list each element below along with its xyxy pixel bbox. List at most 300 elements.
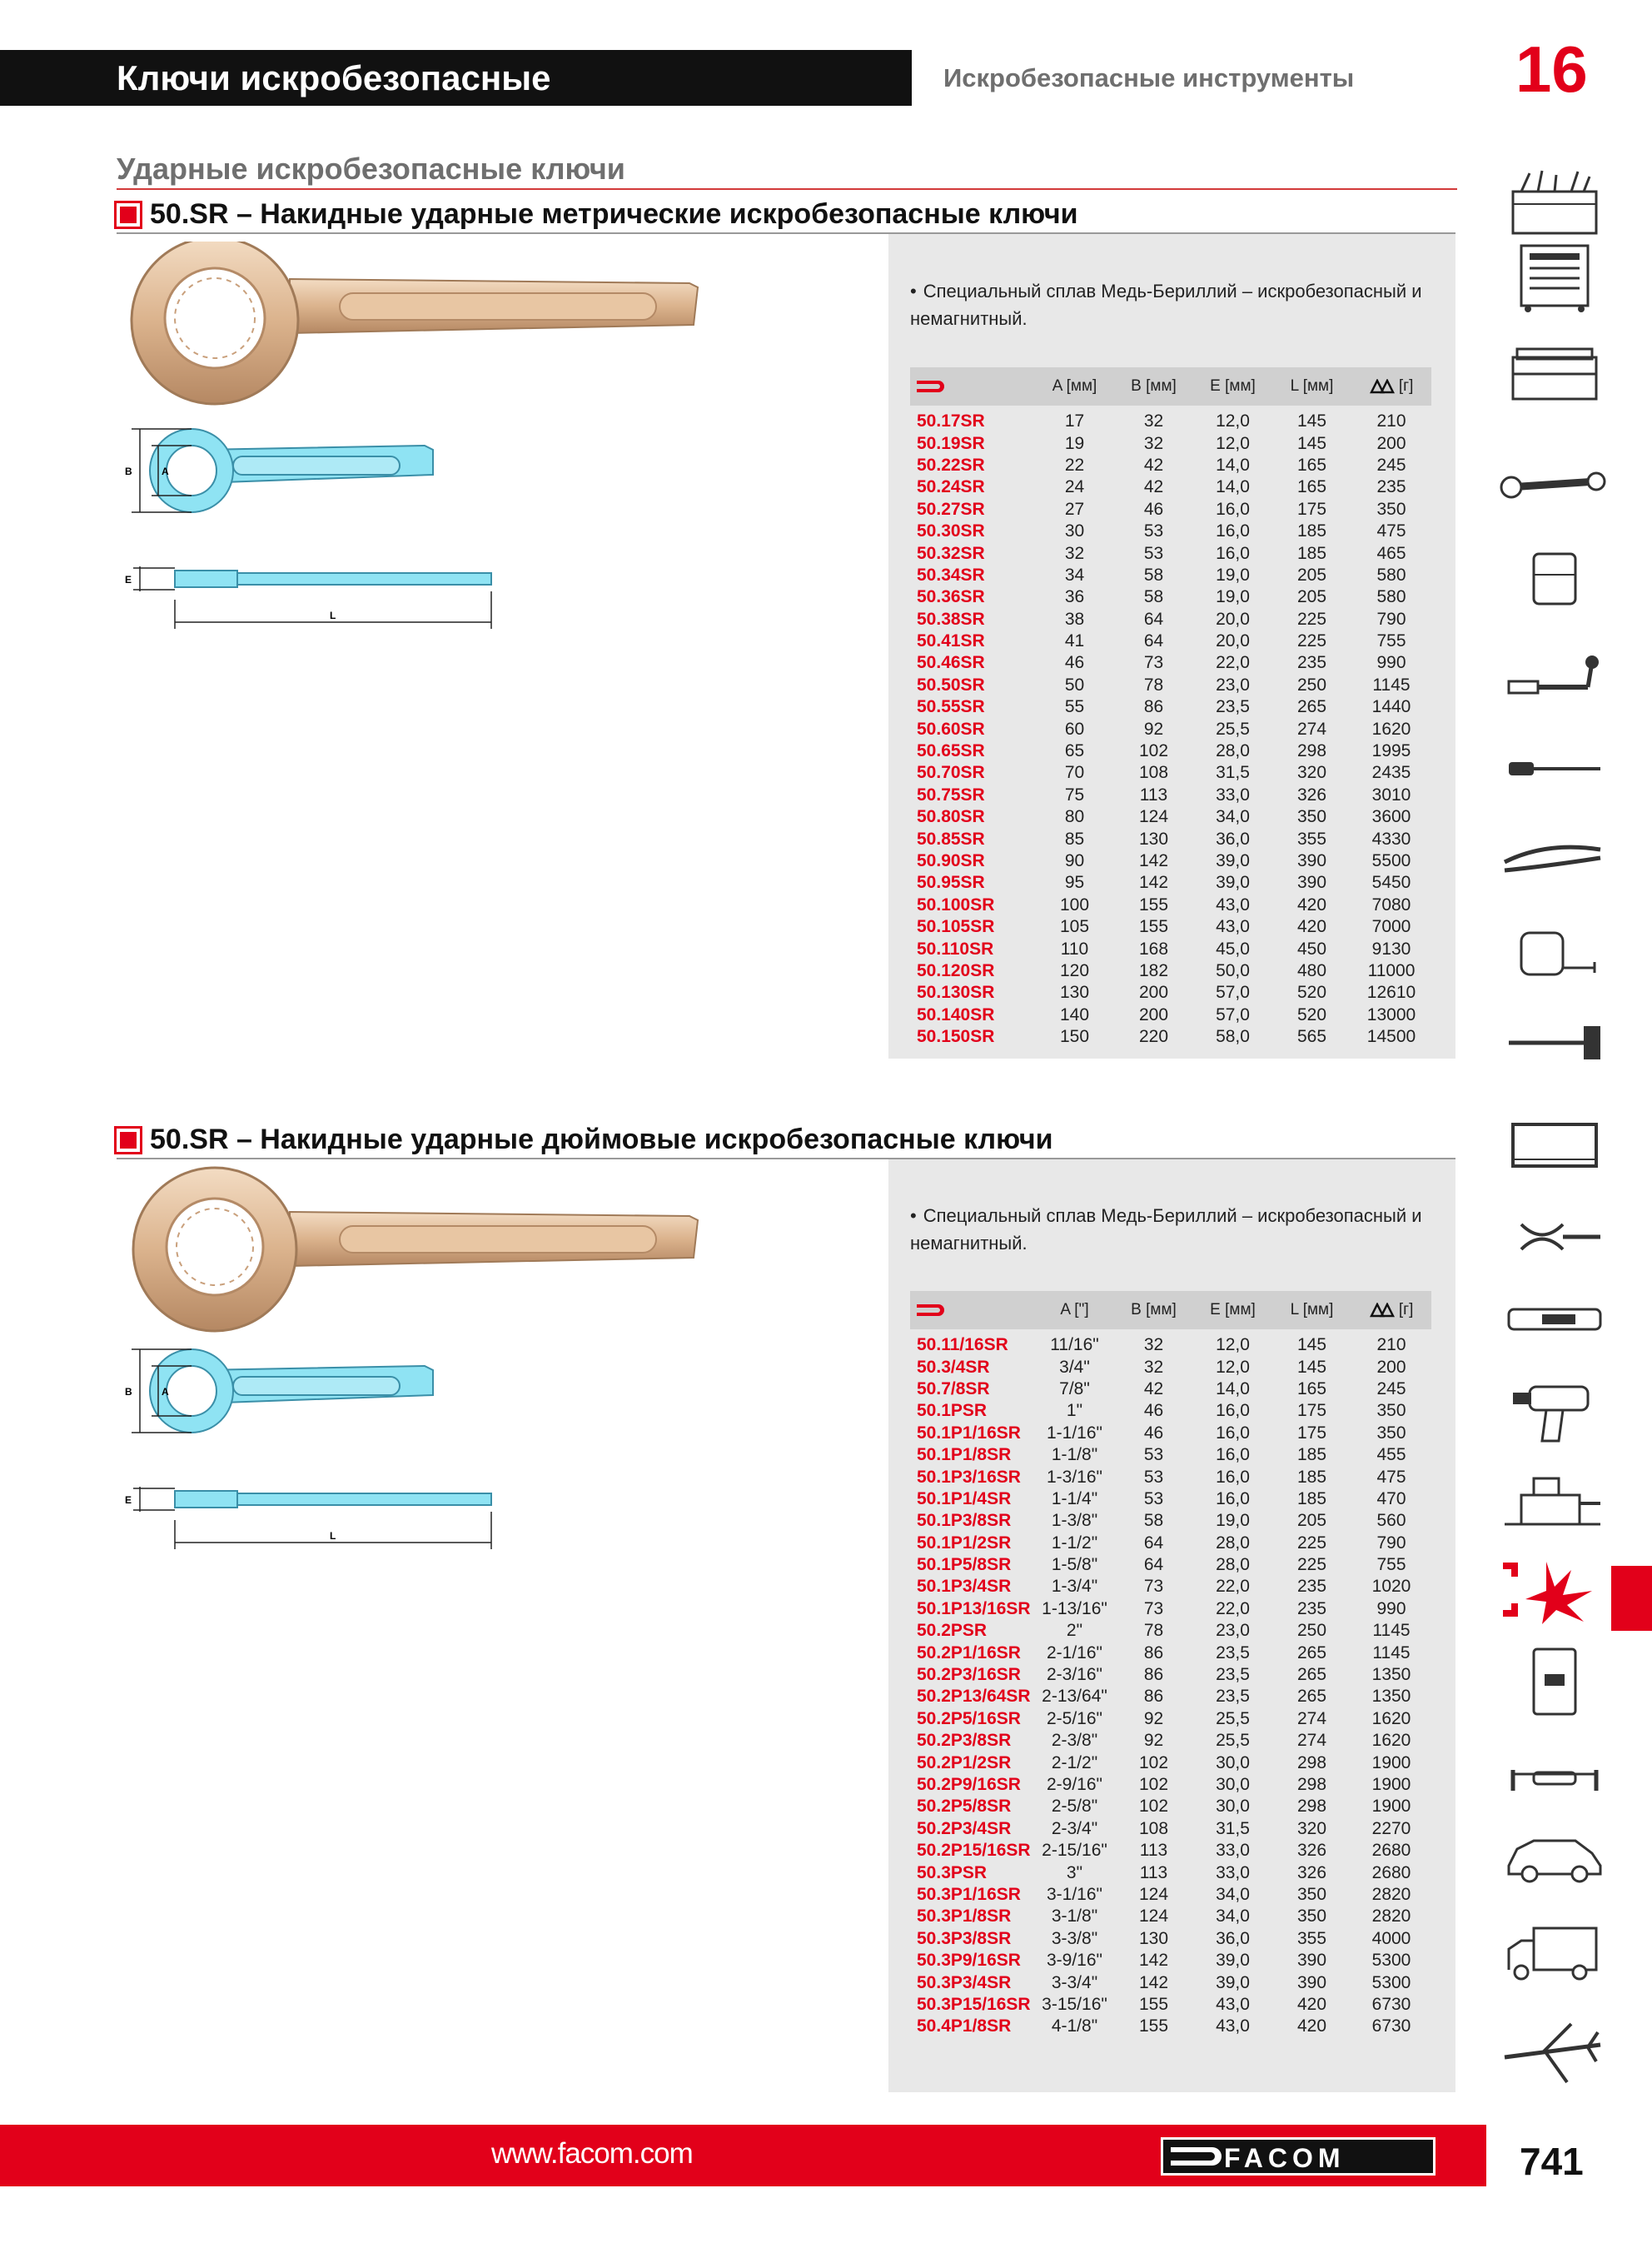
value-cell: 73: [1143, 1598, 1164, 1618]
value-cell: 2680: [1371, 1862, 1411, 1882]
reference-cell: 50.3P3/4SR: [917, 1972, 1012, 1992]
value-cell: 39,0: [1216, 1972, 1250, 1992]
value-cell: 3-1/16": [1047, 1884, 1102, 1904]
value-cell: 420: [1296, 2016, 1327, 2036]
value-cell: 2-1/16": [1047, 1642, 1102, 1662]
value-cell: 1145: [1372, 675, 1411, 695]
material-note-text: Специальный сплав Медь-Бериллий – искробезопасный и немагнитный.: [910, 1205, 1422, 1254]
value-cell: 39,0: [1216, 851, 1250, 870]
value-cell: 43,0: [1216, 1994, 1250, 2014]
reference-cell: 50.30SR: [917, 521, 985, 541]
wrench-photo: [123, 1166, 706, 1333]
wrench-technical-drawing: [108, 1345, 508, 1562]
value-cell: 75: [1064, 785, 1085, 805]
value-cell: 22,0: [1216, 653, 1250, 673]
value-cell: 32: [1143, 433, 1164, 453]
table-row: [910, 718, 1431, 740]
value-cell: 210: [1376, 411, 1406, 431]
reference-cell: 50.3P1/16SR: [917, 1884, 1021, 1904]
value-cell: 245: [1376, 1378, 1406, 1398]
value-cell: 32: [1143, 1357, 1164, 1377]
reference-cell: 50.1P5/8SR: [917, 1555, 1012, 1575]
value-cell: 225: [1296, 631, 1327, 651]
dim-label-a: A: [162, 466, 169, 477]
dim-label-l: L: [330, 1530, 336, 1542]
value-cell: 185: [1296, 543, 1327, 563]
value-cell: 185: [1296, 1488, 1327, 1508]
value-cell: 105: [1059, 917, 1090, 937]
value-cell: 350: [1296, 1884, 1327, 1904]
table-row: [910, 916, 1431, 938]
value-cell: 14,0: [1216, 1378, 1250, 1398]
value-cell: 130: [1138, 1928, 1169, 1948]
value-cell: 41: [1064, 631, 1085, 651]
value-cell: 175: [1296, 1401, 1327, 1421]
material-note: • Специальный сплав Медь-Бериллий – искробезопасный и немагнитный.: [910, 1205, 1422, 1254]
value-cell: 14,0: [1216, 477, 1250, 497]
weight-column-header: [1351, 1291, 1431, 1329]
value-cell: 36: [1064, 587, 1085, 607]
value-cell: 165: [1296, 1378, 1327, 1398]
reference-cell: 50.120SR: [917, 960, 995, 980]
socket-icon[interactable]: [1496, 541, 1613, 613]
value-cell: 390: [1296, 1951, 1327, 1971]
table-row: [910, 696, 1431, 718]
value-cell: 420: [1296, 1994, 1327, 2014]
value-cell: 30,0: [1216, 1775, 1250, 1794]
value-cell: 2435: [1371, 763, 1411, 783]
value-cell: 3-15/16": [1042, 1994, 1107, 2014]
reference-cell: 50.75SR: [917, 785, 985, 805]
spec-table-inch: [910, 1291, 1431, 2038]
value-cell: 46: [1143, 1423, 1164, 1443]
value-cell: 2-5/16": [1047, 1708, 1102, 1728]
value-cell: 92: [1143, 1708, 1164, 1728]
table-row: [910, 1598, 1431, 1620]
value-cell: 7000: [1371, 917, 1411, 937]
value-cell: 22,0: [1216, 1577, 1250, 1597]
reference-cell: 50.1P1/16SR: [917, 1423, 1021, 1443]
value-cell: 145: [1296, 1357, 1327, 1377]
value-cell: 53: [1143, 543, 1164, 563]
table-row: [910, 806, 1431, 828]
value-cell: 65: [1064, 741, 1085, 761]
value-cell: 220: [1138, 1027, 1169, 1047]
value-cell: 326: [1296, 1841, 1327, 1861]
reference-cell: 50.2P1/2SR: [917, 1752, 1012, 1772]
value-cell: 100: [1059, 895, 1090, 915]
table-row: [910, 1818, 1431, 1840]
value-cell: 25,5: [1216, 1731, 1250, 1751]
value-cell: 64: [1143, 631, 1164, 651]
value-cell: 245: [1376, 455, 1406, 475]
dim-label-b: B: [125, 466, 132, 477]
value-cell: 86: [1143, 697, 1164, 717]
value-cell: 320: [1296, 763, 1327, 783]
value-cell: 6730: [1371, 2016, 1411, 2036]
spec-table-metric: [910, 367, 1431, 1048]
value-cell: 235: [1296, 1577, 1327, 1597]
value-cell: 1620: [1371, 1708, 1411, 1728]
value-cell: 86: [1143, 1665, 1164, 1685]
value-cell: 22: [1064, 455, 1085, 475]
reference-cell: 50.2P15/16SR: [917, 1841, 1031, 1861]
screwdriver-icon[interactable]: [1496, 733, 1613, 805]
value-cell: 42: [1143, 477, 1164, 497]
reference-cell: 50.11/16SR: [917, 1335, 1008, 1355]
value-cell: 19,0: [1216, 587, 1250, 607]
value-cell: 11/16": [1050, 1335, 1099, 1355]
reference-cell: 50.34SR: [917, 565, 985, 585]
value-cell: 165: [1296, 477, 1327, 497]
value-cell: 205: [1296, 587, 1327, 607]
table-row: [910, 455, 1431, 476]
value-cell: 113: [1139, 1841, 1168, 1861]
value-cell: 355: [1296, 1928, 1327, 1948]
value-cell: 64: [1143, 1555, 1164, 1575]
value-cell: 2-3/16": [1047, 1665, 1102, 1685]
material-note: • Специальный сплав Медь-Бериллий – искробезопасный и немагнитный.: [910, 281, 1422, 329]
table-row: [910, 609, 1431, 631]
value-cell: 32: [1143, 1335, 1164, 1355]
reference-cell: 50.2P3/4SR: [917, 1818, 1012, 1838]
value-cell: 1145: [1372, 1621, 1411, 1641]
value-cell: 450: [1296, 939, 1327, 959]
table-row: [910, 828, 1431, 850]
value-cell: 755: [1376, 1555, 1406, 1575]
table-row: [910, 1884, 1431, 1906]
airplane-icon[interactable]: [1496, 2016, 1613, 2087]
value-cell: 3010: [1371, 785, 1411, 805]
dim-label-l: L: [330, 610, 336, 621]
value-cell: 274: [1296, 719, 1327, 739]
value-cell: 265: [1296, 1665, 1327, 1685]
value-cell: 580: [1376, 565, 1406, 585]
value-cell: 50: [1064, 675, 1085, 695]
value-cell: 145: [1296, 1335, 1327, 1355]
value-cell: 43,0: [1216, 917, 1250, 937]
value-cell: 25,5: [1216, 719, 1250, 739]
value-cell: 4330: [1371, 829, 1411, 849]
value-cell: 13000: [1366, 1004, 1416, 1024]
value-cell: 43,0: [1216, 895, 1250, 915]
reference-cell: 50.4P1/8SR: [917, 2016, 1012, 2036]
value-cell: 23,0: [1216, 675, 1250, 695]
value-cell: 11000: [1367, 960, 1416, 980]
hacksaw-icon[interactable]: [1496, 1108, 1613, 1179]
reference-cell: 50.38SR: [917, 609, 985, 629]
value-cell: 470: [1376, 1488, 1406, 1508]
value-cell: 30: [1064, 521, 1085, 541]
table-row: [910, 1796, 1431, 1817]
dim-label-a: A: [162, 1386, 169, 1398]
tool-cabinet-icon[interactable]: [1496, 242, 1613, 313]
value-cell: 46: [1064, 653, 1085, 673]
value-cell: 12,0: [1216, 411, 1250, 431]
value-cell: 250: [1296, 675, 1327, 695]
value-cell: 16,0: [1216, 543, 1250, 563]
table-row: [910, 2016, 1431, 2037]
value-cell: 1": [1066, 1401, 1083, 1421]
value-cell: 19,0: [1216, 1511, 1250, 1531]
table-row: [910, 1862, 1431, 1883]
value-cell: 17: [1064, 411, 1085, 431]
value-cell: 45,0: [1216, 939, 1250, 959]
value-cell: 39,0: [1216, 873, 1250, 893]
value-cell: 6730: [1371, 1994, 1411, 2014]
value-cell: 60: [1064, 719, 1085, 739]
value-cell: 1020: [1371, 1577, 1411, 1597]
value-cell: 90: [1064, 851, 1085, 870]
table-row: [910, 1620, 1431, 1642]
value-cell: 102: [1138, 1797, 1169, 1817]
value-cell: 3-1/8": [1051, 1907, 1098, 1926]
value-cell: 155: [1138, 895, 1169, 915]
value-cell: 475: [1376, 521, 1406, 541]
reference-cell: 50.36SR: [917, 587, 985, 607]
value-cell: 205: [1296, 565, 1327, 585]
value-cell: 3-3/8": [1051, 1928, 1098, 1948]
value-cell: 755: [1376, 631, 1406, 651]
value-cell: 250: [1296, 1621, 1327, 1641]
value-cell: 2680: [1371, 1841, 1411, 1861]
table-row: [910, 895, 1431, 916]
value-cell: 265: [1296, 1687, 1327, 1707]
value-cell: 520: [1296, 983, 1327, 1003]
value-cell: 34,0: [1216, 1884, 1250, 1904]
value-cell: 16,0: [1216, 1467, 1250, 1487]
value-cell: 53: [1143, 1467, 1164, 1487]
value-cell: 350: [1296, 807, 1327, 827]
value-cell: 85: [1064, 829, 1085, 849]
impact-wrench-icon[interactable]: [1496, 1374, 1613, 1446]
spark-free-icon[interactable]: [1496, 1553, 1613, 1625]
table-row: [910, 411, 1431, 432]
value-cell: 520: [1296, 1004, 1327, 1024]
pliers-icon[interactable]: [1496, 825, 1613, 896]
value-cell: 25,5: [1216, 1708, 1250, 1728]
value-cell: 5450: [1371, 873, 1411, 893]
puller-icon[interactable]: [1496, 1199, 1613, 1271]
ratchet-handle-icon[interactable]: [1496, 641, 1613, 713]
value-cell: 350: [1376, 1401, 1406, 1421]
section-marker-icon: [117, 203, 140, 227]
value-cell: 23,5: [1216, 1665, 1250, 1685]
reference-cell: 50.2P9/16SR: [917, 1775, 1021, 1794]
tape-measure-icon[interactable]: [1496, 916, 1613, 988]
reference-column-header: [910, 1291, 1035, 1329]
table-row: [910, 1004, 1431, 1026]
hammer-icon[interactable]: [1496, 1008, 1613, 1079]
value-cell: 124: [1138, 807, 1169, 827]
value-cell: 43,0: [1216, 2016, 1250, 2036]
value-cell: 53: [1143, 1488, 1164, 1508]
value-cell: 19,0: [1216, 565, 1250, 585]
table-row: [910, 675, 1431, 696]
value-cell: 34: [1064, 565, 1085, 585]
value-cell: 16,0: [1216, 1401, 1250, 1421]
electrical-breaker-icon[interactable]: [1496, 1645, 1613, 1717]
value-cell: 28,0: [1216, 1533, 1250, 1553]
value-cell: 58: [1143, 587, 1164, 607]
truck-icon[interactable]: [1496, 1916, 1613, 1987]
value-cell: 200: [1138, 983, 1169, 1003]
value-cell: 168: [1138, 939, 1169, 959]
reference-cell: 50.55SR: [917, 697, 985, 717]
value-cell: 23,0: [1216, 1621, 1250, 1641]
value-cell: 27: [1064, 499, 1085, 519]
value-cell: 16,0: [1216, 499, 1250, 519]
reference-cell: 50.1P1/8SR: [917, 1445, 1012, 1465]
value-cell: 2-5/8": [1051, 1797, 1098, 1817]
reference-cell: 50.85SR: [917, 829, 985, 849]
value-cell: 298: [1296, 1797, 1327, 1817]
column-header: A [мм]: [1035, 367, 1114, 406]
value-cell: 2820: [1371, 1907, 1411, 1926]
table-row: [910, 1906, 1431, 1927]
wrench-photo: [123, 242, 706, 408]
table-row: [910, 1533, 1431, 1554]
value-cell: 298: [1296, 1752, 1327, 1772]
value-cell: 70: [1064, 763, 1085, 783]
value-cell: 235: [1296, 653, 1327, 673]
reference-cell: 50.140SR: [917, 1004, 995, 1024]
table-row: [910, 740, 1431, 762]
car-icon[interactable]: [1496, 1820, 1613, 1892]
table-row: [910, 1664, 1431, 1686]
value-cell: 58,0: [1216, 1027, 1250, 1047]
value-cell: 350: [1296, 1907, 1327, 1926]
reference-cell: 50.32SR: [917, 543, 985, 563]
value-cell: 320: [1296, 1818, 1327, 1838]
value-cell: 142: [1138, 1972, 1169, 1992]
table-row: [910, 1708, 1431, 1730]
value-cell: 130: [1059, 983, 1090, 1003]
reference-cell: 50.3P9/16SR: [917, 1951, 1021, 1971]
value-cell: 1900: [1371, 1752, 1411, 1772]
value-cell: 1-5/8": [1051, 1555, 1098, 1575]
value-cell: 30,0: [1216, 1797, 1250, 1817]
reference-cell: 50.3P15/16SR: [917, 1994, 1031, 2014]
table-row: [910, 476, 1431, 498]
value-cell: 1-1/8": [1051, 1445, 1098, 1465]
section-title-metric: [117, 198, 1078, 231]
value-cell: 58: [1143, 565, 1164, 585]
value-cell: 24: [1064, 477, 1085, 497]
value-cell: 326: [1296, 785, 1327, 805]
value-cell: 390: [1296, 873, 1327, 893]
value-cell: 790: [1376, 1533, 1406, 1553]
value-cell: 38: [1064, 609, 1085, 629]
tool-chest-icon[interactable]: [1496, 167, 1613, 238]
value-cell: 12,0: [1216, 433, 1250, 453]
handle-icon[interactable]: [1496, 1741, 1613, 1812]
value-cell: 274: [1296, 1731, 1327, 1751]
tool-box-icon[interactable]: [1496, 336, 1613, 408]
table-row: [910, 1928, 1431, 1950]
table-row: [910, 1554, 1431, 1576]
column-header-label: [г]: [1398, 377, 1414, 395]
table-row: [910, 1378, 1431, 1400]
combination-wrench-icon[interactable]: [1496, 450, 1613, 521]
column-header: E [мм]: [1193, 1291, 1272, 1329]
table-row: [910, 1950, 1431, 1971]
table-row: [910, 850, 1431, 872]
category-title: Искробезопасные инструменты: [943, 63, 1355, 92]
table-row: [910, 432, 1431, 454]
value-cell: 2820: [1371, 1884, 1411, 1904]
value-cell: 1620: [1371, 719, 1411, 739]
website-link[interactable]: www.facom.com: [491, 2137, 693, 2170]
section-marker-icon: [117, 1129, 140, 1152]
value-cell: 298: [1296, 741, 1327, 761]
reference-column-header: [910, 367, 1035, 406]
active-chapter-tab[interactable]: [1611, 1566, 1652, 1631]
value-cell: 2-1/2": [1051, 1752, 1098, 1772]
value-cell: 355: [1296, 829, 1327, 849]
value-cell: 225: [1296, 1533, 1327, 1553]
value-cell: 32: [1064, 543, 1085, 563]
page-title: Ключи искробезопасные: [117, 58, 551, 97]
reference-cell: 50.60SR: [917, 719, 985, 739]
value-cell: 1-3/8": [1051, 1511, 1098, 1531]
value-cell: 102: [1138, 1775, 1169, 1794]
table-row: [910, 1576, 1431, 1598]
value-cell: 790: [1376, 609, 1406, 629]
reference-cell: 50.41SR: [917, 631, 985, 651]
tester-icon[interactable]: [1496, 1283, 1613, 1354]
reference-cell: 50.70SR: [917, 763, 985, 783]
table-header-row: [910, 367, 1431, 406]
value-cell: 480: [1296, 960, 1327, 980]
value-cell: 175: [1296, 1423, 1327, 1443]
value-cell: 420: [1296, 917, 1327, 937]
value-cell: 175: [1296, 499, 1327, 519]
reference-cell: 50.2PSR: [917, 1621, 988, 1641]
value-cell: 2-3/4": [1051, 1818, 1098, 1838]
reference-cell: 50.3/4SR: [917, 1357, 990, 1377]
value-cell: 32: [1143, 411, 1164, 431]
value-cell: 390: [1296, 851, 1327, 870]
reference-cell: 50.95SR: [917, 873, 985, 893]
table-row: [910, 652, 1431, 674]
value-cell: 455: [1376, 1445, 1406, 1465]
value-cell: 31,5: [1216, 763, 1250, 783]
table-row: [910, 872, 1431, 894]
table-row: [910, 1466, 1431, 1488]
reference-cell: 50.2P3/8SR: [917, 1731, 1012, 1751]
table-row: [910, 565, 1431, 586]
value-cell: 3600: [1371, 807, 1411, 827]
value-cell: 580: [1376, 587, 1406, 607]
value-cell: 64: [1143, 1533, 1164, 1553]
value-cell: 36,0: [1216, 829, 1250, 849]
value-cell: 274: [1296, 1708, 1327, 1728]
table-row: [910, 1423, 1431, 1444]
value-cell: 12,0: [1216, 1335, 1250, 1355]
value-cell: 1-13/16": [1042, 1598, 1107, 1618]
reference-cell: 50.3P1/8SR: [917, 1907, 1012, 1926]
value-cell: 23,5: [1216, 697, 1250, 717]
value-cell: 140: [1059, 1004, 1090, 1024]
value-cell: 2-13/64": [1042, 1687, 1107, 1707]
value-cell: 990: [1376, 653, 1406, 673]
vise-icon[interactable]: [1496, 1466, 1613, 1538]
value-cell: 2": [1066, 1621, 1083, 1641]
column-header: A ["]: [1035, 1291, 1114, 1329]
column-header: B [мм]: [1114, 367, 1193, 406]
reference-cell: 50.105SR: [917, 917, 995, 937]
